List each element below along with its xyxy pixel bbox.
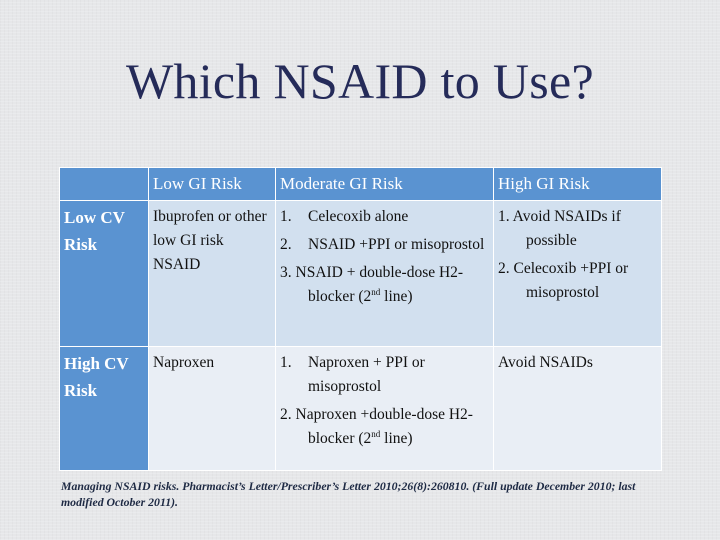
header-corner-cell bbox=[60, 168, 149, 201]
header-high-gi-risk: High GI Risk bbox=[494, 168, 662, 201]
cell-low-cv-high-gi bbox=[494, 201, 662, 347]
slide-title: Which NSAID to Use? bbox=[125, 53, 595, 109]
row-label-high-cv-risk: High CV Risk bbox=[60, 347, 149, 471]
header-moderate-gi-risk: Moderate GI Risk bbox=[276, 168, 494, 201]
list-item: 2. Naproxen +double-dose H2-blocker (2nd line) bbox=[280, 406, 473, 447]
cell-text: Avoid NSAIDs bbox=[498, 354, 593, 371]
cell-high-cv-low-gi bbox=[149, 347, 276, 471]
table-header-row bbox=[60, 168, 662, 201]
list-item: 2. NSAID +PPI or misoprostol bbox=[280, 236, 485, 253]
list-item: 1. Naproxen + PPI or misoprostol bbox=[280, 354, 425, 395]
header-low-gi-risk: Low GI Risk bbox=[149, 168, 276, 201]
table-row-low-cv-risk bbox=[60, 201, 662, 347]
table-row-high-cv-risk bbox=[60, 347, 662, 471]
list-item: 1. Avoid NSAIDs if possible bbox=[498, 208, 621, 249]
row-label-low-cv-risk: Low CV Risk bbox=[60, 201, 149, 347]
list-item: 3. NSAID + double-dose H2-blocker (2nd line) bbox=[280, 264, 464, 305]
cell-high-cv-moderate-gi bbox=[276, 347, 494, 471]
citation: Managing NSAID risks. Pharmacist’s Letter/Prescriber’s Letter 2010;26(8):260810. (Full update December 2010; last modified October 2011). bbox=[61, 479, 636, 509]
cell-low-cv-moderate-gi bbox=[276, 201, 494, 347]
nsaid-risk-table bbox=[59, 167, 662, 471]
list-item: 2. Celecoxib +PPI or misoprostol bbox=[498, 260, 629, 301]
list-item: 1. Celecoxib alone bbox=[280, 208, 409, 225]
cell-text: Naproxen bbox=[153, 354, 215, 371]
cell-low-cv-low-gi bbox=[149, 201, 276, 347]
cell-high-cv-high-gi bbox=[494, 347, 662, 471]
cell-text: Ibuprofen or other low GI risk NSAID bbox=[153, 208, 267, 273]
